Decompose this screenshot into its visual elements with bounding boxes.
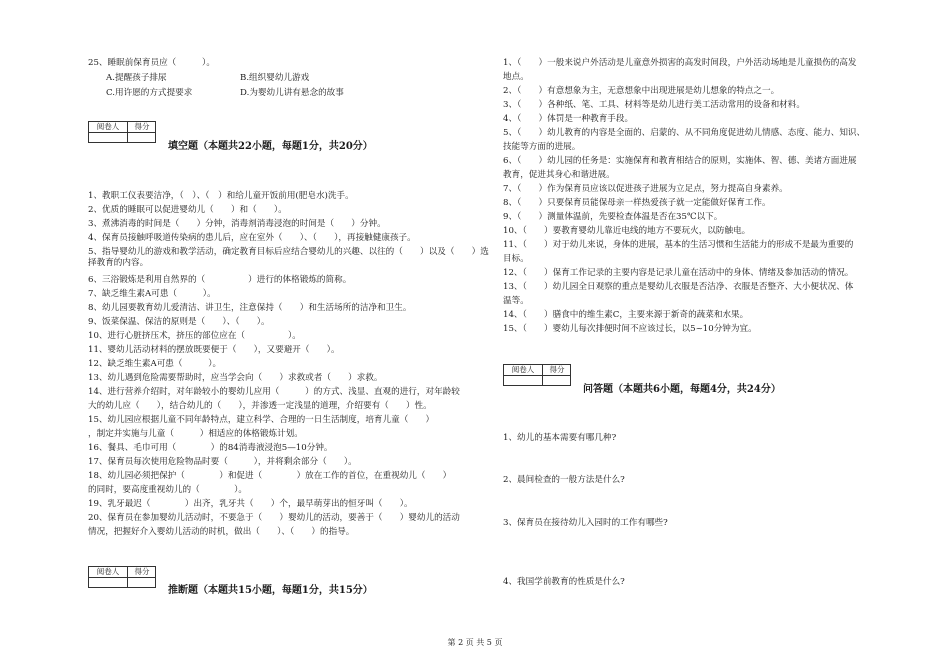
judge-line: 1、（ ）一般来说户外活动是儿童意外损害的高发时间段，户外活动场地是儿童损伤的高发 xyxy=(503,58,857,68)
fill-line: 7、缺乏维生素A可患（ ）。 xyxy=(88,289,216,299)
score-box-judge xyxy=(88,566,156,588)
fill-line: 17、保育员每次使用危险物品时要（ ），并将剩余部分（ ）。 xyxy=(88,457,357,467)
score-box-qa xyxy=(503,364,571,386)
fill-line: 13、幼儿遇到危险需要帮助时，应当学会向（ ）求救或者（ ）求救。 xyxy=(88,373,383,383)
qa-question-3: 3、保育员在接待幼儿入园时的工作有哪些? xyxy=(503,518,668,528)
judge-line: 7、（ ）作为保育员应该以促进孩子进展为立足点，努力提高自身素养。 xyxy=(503,184,788,194)
judge-line: 15、（ ）婴幼儿每次排便时间不应该过长，以5~10分钟为宜。 xyxy=(503,324,757,334)
judge-line: 教育，促进其身心和谐进展。 xyxy=(503,170,615,180)
judge-line: 5、（ ）幼儿教育的内容是全面的、启蒙的、从不同角度促进幼儿情感、态度、能力、知识、 xyxy=(503,128,866,138)
fill-line: 18、幼儿园必须把保护（ ）和促进（ ）放在工作的首位，在重视幼儿（ ） xyxy=(88,471,452,481)
judge-line: 3、（ ）各种纸、笔、工具、材料等是幼儿进行美工活动常用的设备和材料。 xyxy=(503,100,805,110)
score-label: 得分 xyxy=(543,365,571,376)
qa-question-2: 2、晨间检查的一般方法是什么? xyxy=(503,475,625,485)
fill-line: 情况，把握好介入婴幼儿活动的时机，做出（ ）、（ ）的指导。 xyxy=(88,527,355,537)
judge-line: 8、（ ）只要保育员能保母亲一样热爱孩子就一定能做好保育工作。 xyxy=(503,198,771,208)
fill-line: 11、婴幼儿活动材料的摆放既要便于（ ），又要避开（ ）。 xyxy=(88,345,340,355)
fill-line: 5、指导婴幼儿的游戏和教学活动，确定教育目标后应结合婴幼儿的兴趣、以往的（ ）以及（ ）选择教育的内容。 xyxy=(88,247,489,268)
judge-section-title: 推断题（本题共15小题，每题1分，共15分） xyxy=(168,585,373,596)
judge-line: 技能等方面的进展。 xyxy=(503,142,581,152)
fill-line: ，制定并实施与儿童（ ）相适应的体格锻炼计划。 xyxy=(88,429,303,439)
score-label: 得分 xyxy=(128,567,156,578)
fill-line: 20、保育员在参加婴幼儿活动时，不要急于（ ）婴幼儿的活动，要善于（ ）婴幼儿的活动 xyxy=(88,513,460,523)
q25-option-a: A.提醒孩子排尿 xyxy=(106,73,167,83)
fill-line: 6、三浴锻炼是利用自然界的（ ）进行的体格锻炼的简称。 xyxy=(88,275,352,285)
fill-line: 的同时，要高度重视幼儿的（ ）。 xyxy=(88,485,247,495)
fill-line: 大的幼儿应（ ），结合幼儿的（ ），并渗透一定浅显的道理，介绍要有（ ）性。 xyxy=(88,401,432,411)
fill-line: 9、饭菜保温、保洁的原则是（ ）、（ ）。 xyxy=(88,317,270,327)
fill-line: 14、进行营养介绍时，对年龄较小的婴幼儿应用（ ）的方式、浅显、直观的进行，对年龄较 xyxy=(88,387,460,397)
reviewer-label: 阅卷人 xyxy=(89,122,128,133)
fill-line: 10、进行心脏挤压术，挤压的部位应在（ ）。 xyxy=(88,331,301,341)
qa-question-4: 4、我国学前教育的性质是什么? xyxy=(503,577,625,587)
judge-line: 9、（ ）测量体温前，先要检查体温是否在35℃以下。 xyxy=(503,212,723,222)
score-box-fill xyxy=(88,121,156,143)
reviewer-label: 阅卷人 xyxy=(89,567,128,578)
judge-line: 地点。 xyxy=(503,72,529,82)
fill-section-title: 填空题（本题共22小题，每题1分，共20分） xyxy=(168,141,373,152)
fill-line: 15、幼儿园应根据儿童不同年龄特点，建立科学、合理的一日生活制度，培育儿童（ ） xyxy=(88,415,435,425)
score-label: 得分 xyxy=(128,122,156,133)
q25-stem: 25、睡眠前保育员应（ ）。 xyxy=(88,58,215,68)
judge-line: 13、（ ）幼儿园全日观察的重点是婴幼儿衣服是否洁净、衣服是否整齐、大小便状况、体 xyxy=(503,282,854,292)
q25-option-b: B.组织婴幼儿游戏 xyxy=(240,73,310,83)
q25-option-c: C.用许愿的方式提要求 xyxy=(106,88,193,98)
judge-line: 14、（ ）膳食中的维生素C，主要来源于新奇的蔬菜和水果。 xyxy=(503,310,749,320)
qa-section-title: 问答题（本题共6小题，每题4分，共24分） xyxy=(583,384,781,395)
fill-line: 12、缺乏维生素A可患（ ）。 xyxy=(88,359,222,369)
fill-line: 3、煮沸消毒的时间是（ ）分钟，消毒剂消毒浸泡的时间是（ ）分钟。 xyxy=(88,219,386,229)
q25-option-d: D.为婴幼儿讲有悬念的故事 xyxy=(240,88,344,98)
fill-line: 2、优质的睡眠可以促进婴幼儿（ ）和（ ）。 xyxy=(88,205,287,215)
fill-line: 16、餐具、毛巾可用（ ）的84消毒液浸泡5—10分钟。 xyxy=(88,443,333,453)
judge-line: 10、（ ）要教育婴幼儿靠近电线的地方不要玩火，以防触电。 xyxy=(503,226,751,236)
fill-line: 1、教职工仪表要洁净，（ ）、（ ）和给儿童开饭前用(肥皂水)洗手。 xyxy=(88,191,354,201)
judge-line: 4、（ ）体罚是一种教育手段。 xyxy=(503,114,634,124)
judge-line: 目标。 xyxy=(503,254,529,264)
qa-question-1: 1、幼儿的基本需要有哪几种? xyxy=(503,433,617,443)
fill-line: 19、乳牙最迟（ ）出齐，乳牙共（ ）个，最早萌芽出的恒牙叫（ ）。 xyxy=(88,499,413,509)
judge-line: 6、（ ）幼儿园的任务是：实施保育和教育相结合的原则，实施体、智、德、美诸方面进展 xyxy=(503,156,857,166)
judge-line: 温等。 xyxy=(503,296,529,306)
judge-line: 12、（ ）保育工作记录的主要内容是记录儿童在活动中的身体、情绪及参加活动的情况。 xyxy=(503,268,854,278)
reviewer-label: 阅卷人 xyxy=(504,365,543,376)
page-footer: 第 2 页 共 5 页 xyxy=(447,638,503,647)
judge-line: 2、（ ）有意想象为主，无意想象中出现进展是幼儿想象的特点之一。 xyxy=(503,86,780,96)
judge-line: 11、（ ）对于幼儿来说，身体的进展，基本的生活习惯和生活能力的形成不是最为重要的 xyxy=(503,240,854,250)
fill-line: 4、保育员接触呼吸道传染病的患儿后，应在室外（ ）、（ ），再接触健康孩子。 xyxy=(88,233,416,243)
fill-line: 8、幼儿园要教育幼儿爱清洁、讲卫生，注意保持（ ）和生活场所的洁净和卫生。 xyxy=(88,303,412,313)
